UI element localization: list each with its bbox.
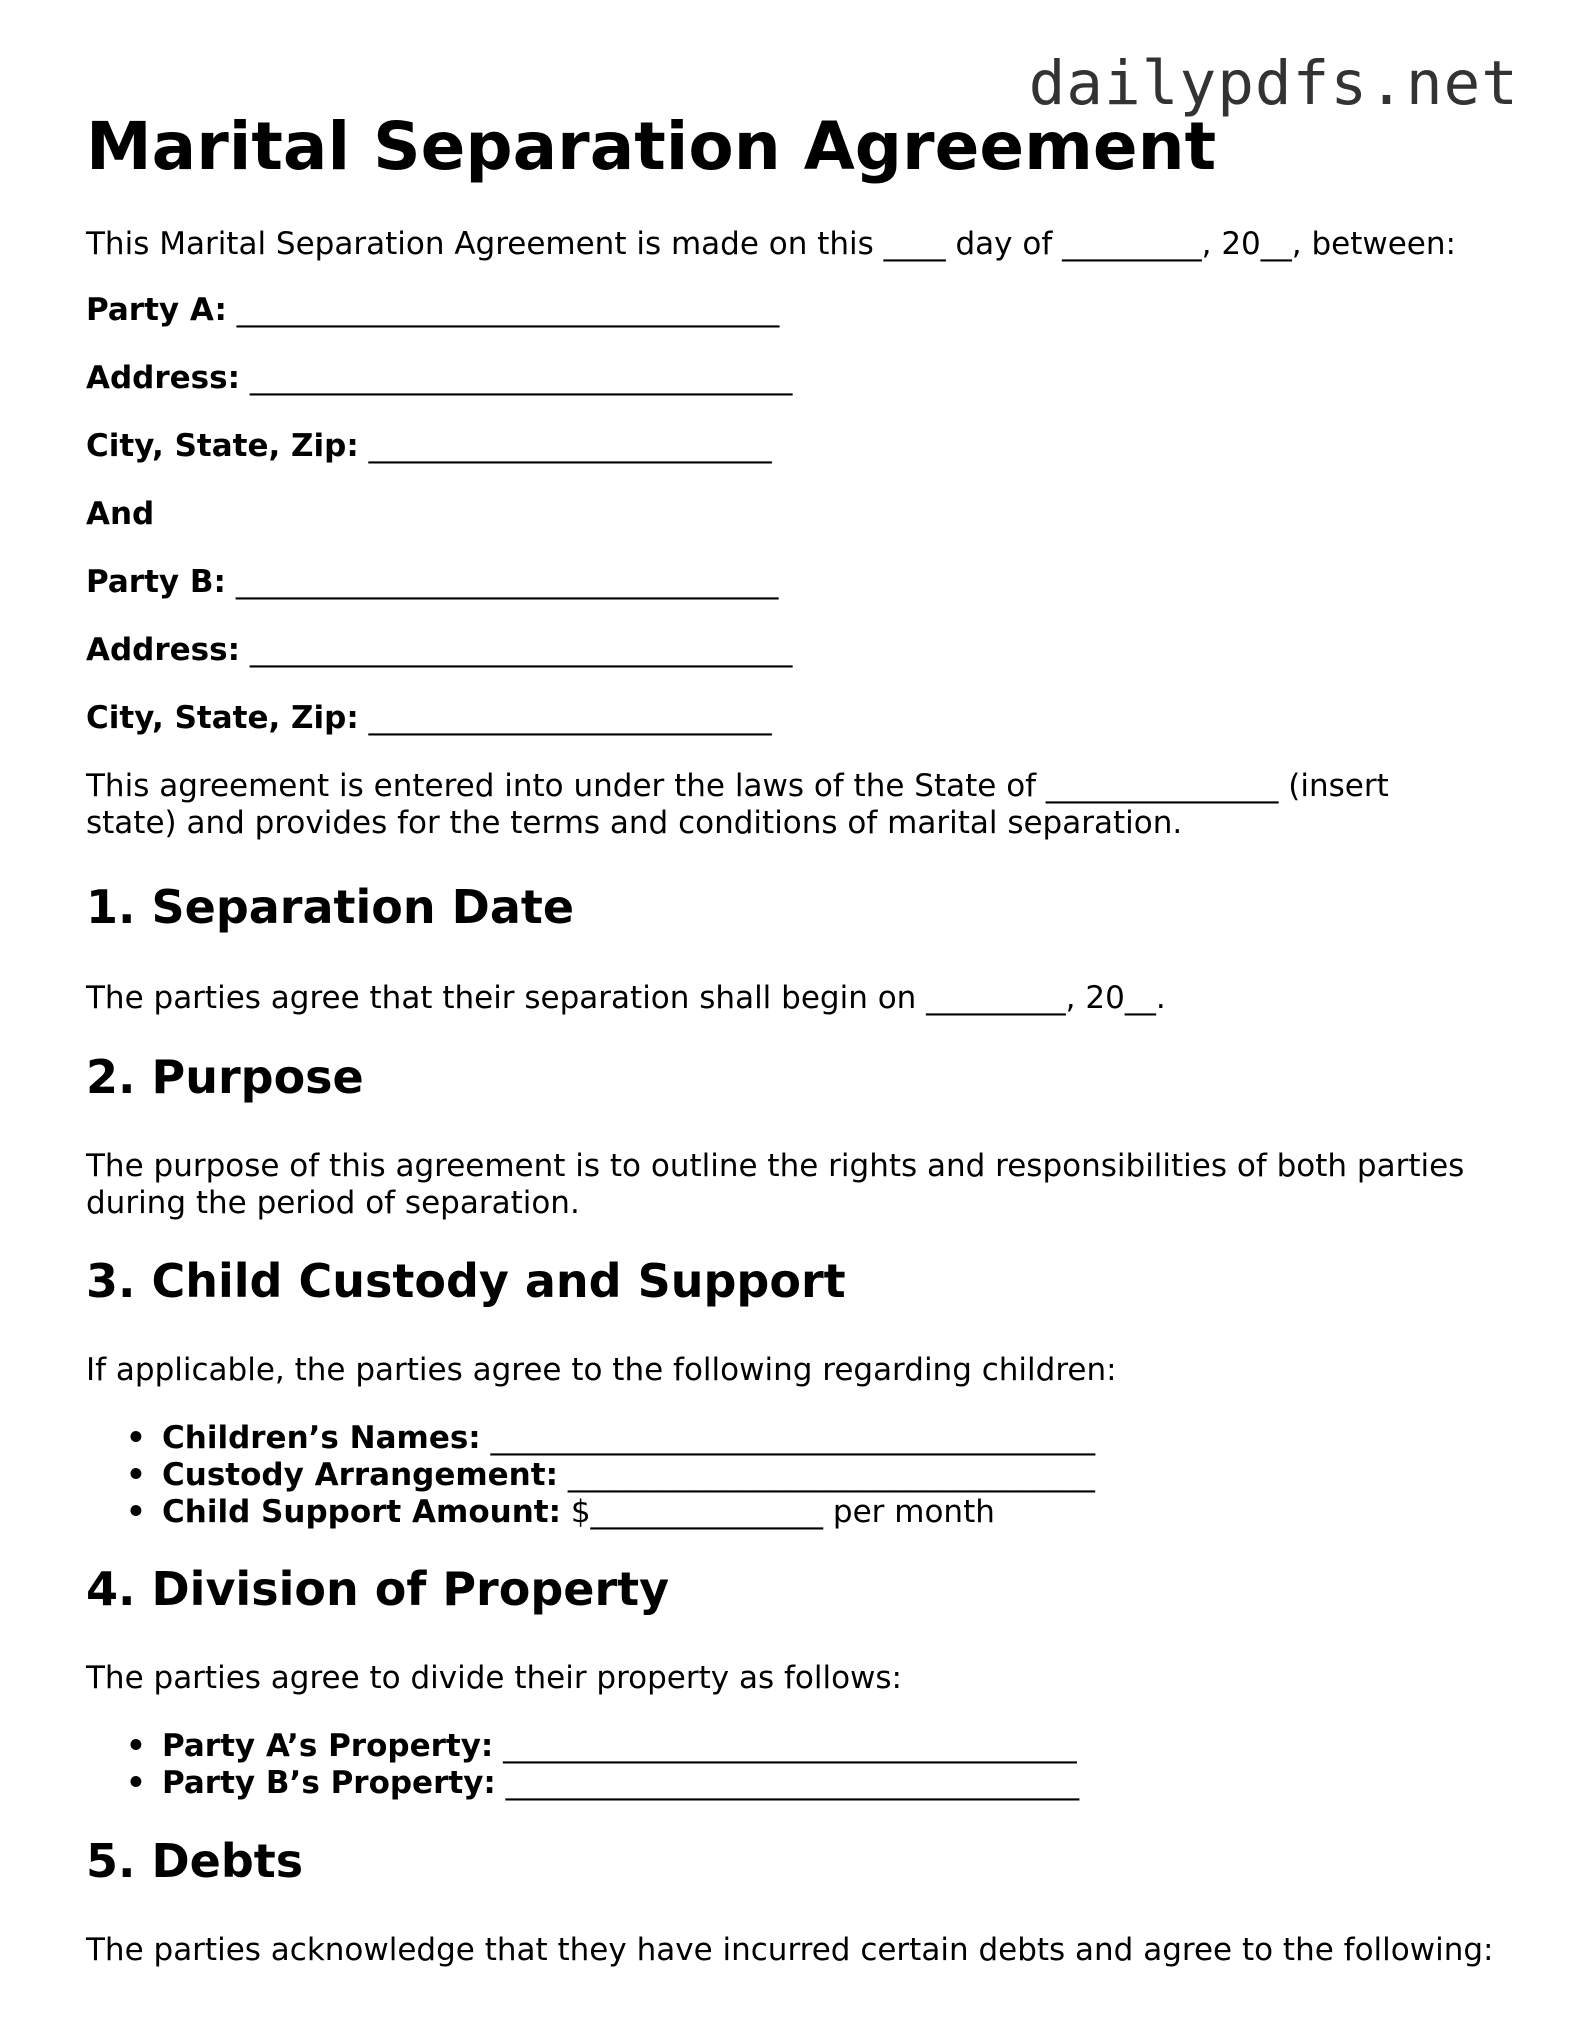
section-debts-text: The parties acknowledge that they have incurred certain debts and agree to the following: — [86, 1932, 1494, 1968]
party-b-city-field — [86, 700, 772, 737]
party-b-address-label: Address: — [86, 632, 240, 668]
party-a-label: Party A: — [86, 292, 227, 328]
party-b-property-label: Party B’s Property: — [162, 1765, 496, 1801]
party-b-city-blank: __________________________ — [368, 700, 772, 736]
custody-arrangement-blank: __________________________________ — [557, 1457, 1095, 1493]
section-separation-date-text: The parties agree that their separation shall begin on _________, 20__. — [86, 980, 1166, 1016]
section-property-heading: 4. Division of Property — [86, 1562, 670, 1616]
party-b-field — [86, 564, 778, 601]
party-a-property-label: Party A’s Property: — [162, 1728, 494, 1764]
party-b-blank: ___________________________________ — [235, 564, 779, 600]
list-item — [162, 1728, 1079, 1765]
governing-law-line-2: state) and provides for the terms and conditions of marital separation. — [86, 805, 1183, 841]
custody-arrangement-label: Custody Arrangement: — [162, 1457, 558, 1493]
party-a-field — [86, 292, 779, 329]
party-a-property-blank: _____________________________________ — [493, 1728, 1077, 1764]
property-list — [86, 1728, 1079, 1802]
and-label — [86, 496, 154, 533]
childrens-names-label: Children’s Names: — [162, 1420, 481, 1456]
section-purpose-line-1: The purpose of this agreement is to outline the rights and responsibilities of both parties — [86, 1148, 1465, 1184]
child-support-amount-label: Child Support Amount: — [162, 1494, 561, 1530]
list-item — [162, 1494, 1095, 1531]
childrens-names-blank: _______________________________________ — [480, 1420, 1096, 1456]
party-a-city-field — [86, 428, 772, 465]
section-debts-heading: 5. Debts — [86, 1834, 304, 1888]
party-a-city-label: City, State, Zip: — [86, 428, 359, 464]
party-a-blank: ___________________________________ — [236, 292, 780, 328]
section-property-text: The parties agree to divide their property as follows: — [86, 1660, 903, 1696]
party-a-city-blank: __________________________ — [368, 428, 772, 464]
watermark: dailypdfs.net — [1028, 48, 1519, 119]
party-b-property-blank: _____________________________________ — [495, 1765, 1080, 1801]
party-b-address-field — [86, 632, 792, 669]
child-support-amount-blank: $_______________ per month — [560, 1494, 995, 1530]
document-title: Marital Separation Agreement — [86, 108, 1217, 185]
party-a-address-label: Address: — [86, 360, 240, 396]
list-item — [162, 1457, 1095, 1494]
list-item — [162, 1420, 1095, 1457]
custody-list — [86, 1420, 1095, 1531]
section-purpose-heading: 2. Purpose — [86, 1050, 364, 1104]
section-custody-heading: 3. Child Custody and Support — [86, 1254, 846, 1308]
section-separation-date-heading: 1. Separation Date — [86, 880, 575, 934]
party-b-address-blank: ___________________________________ — [249, 632, 793, 668]
section-purpose-line-2: during the period of separation. — [86, 1185, 580, 1221]
intro-paragraph: This Marital Separation Agreement is made on this ____ day of _________, 20__, between: — [86, 226, 1456, 262]
party-b-city-label: City, State, Zip: — [86, 700, 359, 736]
and-text: And — [86, 496, 155, 532]
list-item — [162, 1765, 1079, 1802]
party-b-label: Party B: — [86, 564, 226, 600]
party-a-address-blank: ___________________________________ — [249, 360, 793, 396]
party-a-address-field — [86, 360, 792, 397]
section-custody-text: If applicable, the parties agree to the following regarding children: — [86, 1352, 1117, 1388]
governing-law-line-1: This agreement is entered into under the laws of the State of _______________ (insert — [86, 768, 1389, 804]
